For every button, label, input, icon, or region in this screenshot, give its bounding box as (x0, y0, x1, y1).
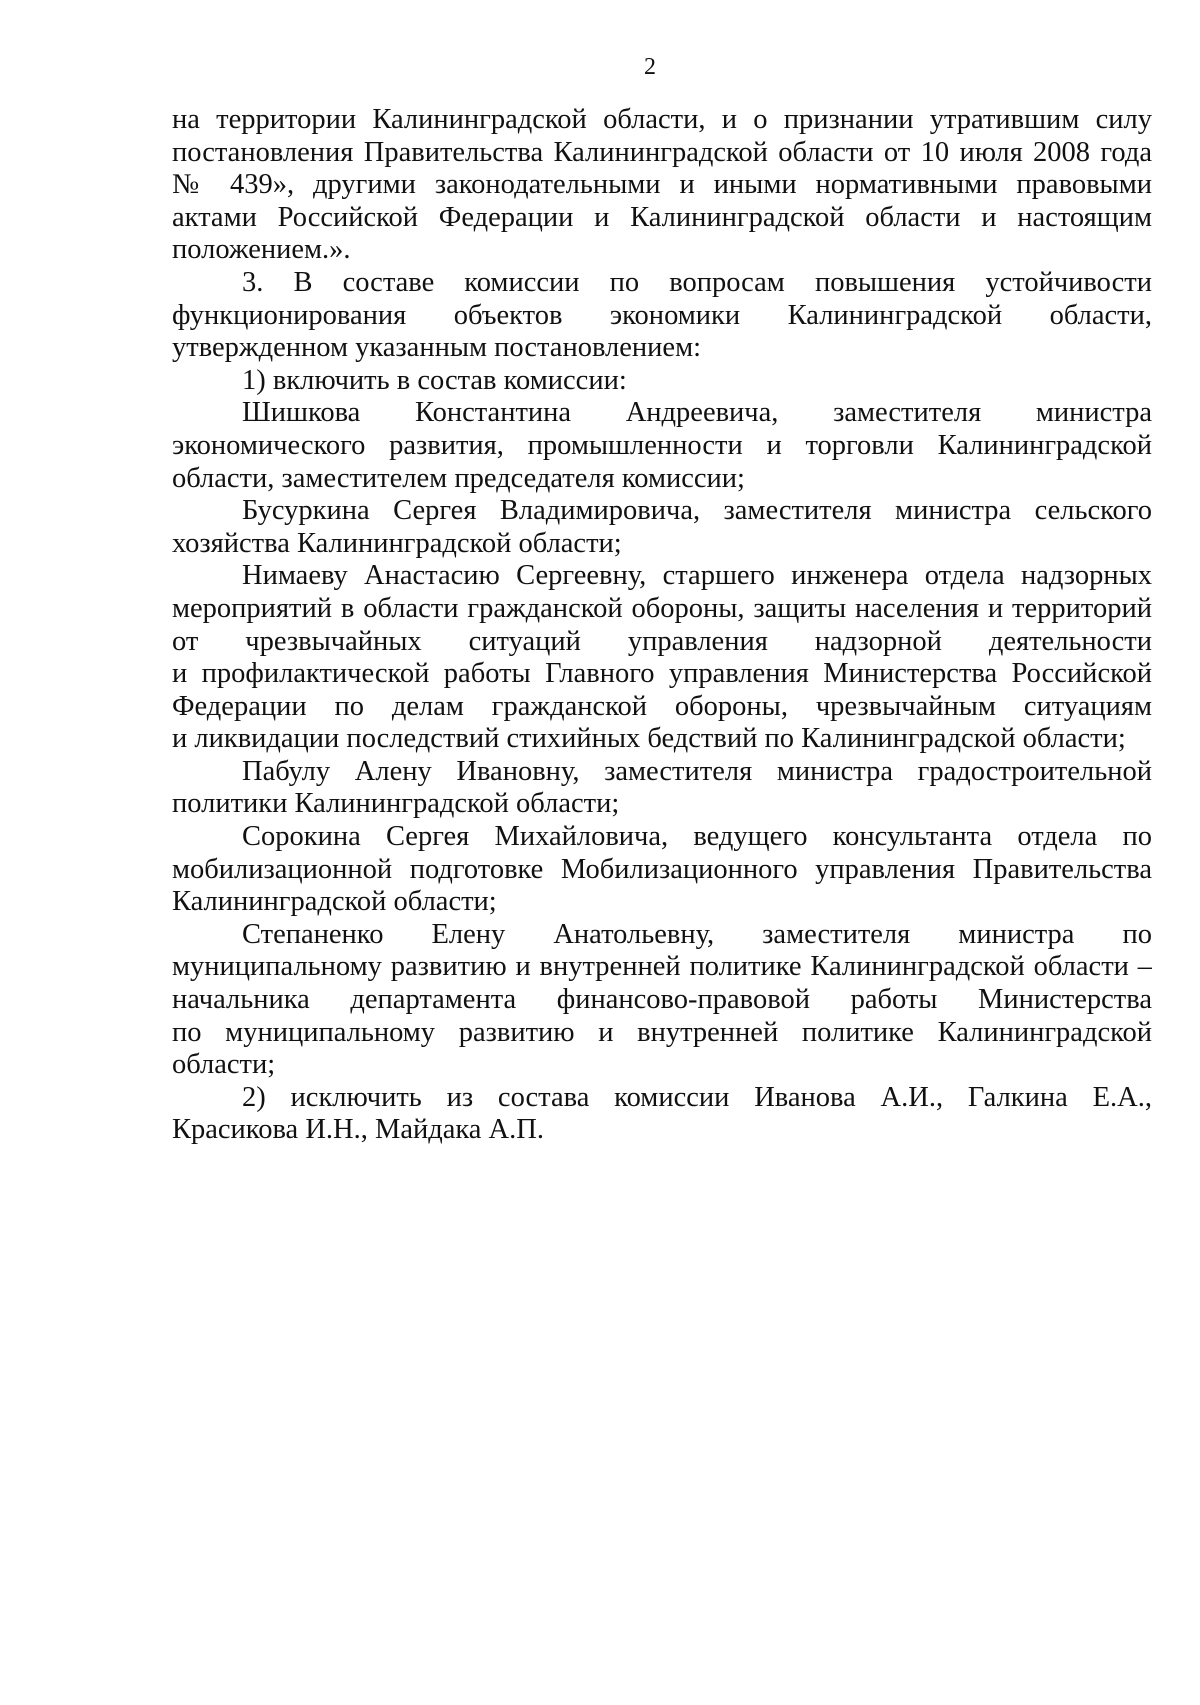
text-line: Сорокина Сергея Михайловича, ведущего консультанта отдела по (242, 821, 1152, 853)
text-line: области, заместителем председателя комиссии; (172, 462, 745, 494)
text-line: утвержденном указанным постановлением: (172, 332, 702, 364)
text-line: Степаненко Елену Анатольевну, заместителя министра по (242, 918, 1152, 950)
text-line: 2) исключить из состава комиссии Иванова А.И., Галкина Е.А., (242, 1081, 1152, 1113)
text-line: 1) включить в состав комиссии: (242, 364, 627, 396)
text-line: Нимаеву Анастасию Сергеевну, старшего инженера отдела надзорных (242, 560, 1152, 592)
text-line: 3. В составе комиссии по вопросам повышения устойчивости (242, 266, 1152, 298)
text-line: и профилактической работы Главного управления Министерства Российской (172, 658, 1152, 690)
text-line: положением.». (172, 234, 351, 266)
text-line: хозяйства Калининградской области; (172, 527, 622, 559)
document-body (172, 104, 1152, 1147)
text-line: области; (172, 1049, 276, 1081)
text-line: постановления Правительства Калининградской области от 10 июля 2008 года (172, 136, 1152, 168)
text-line: функционирования объектов экономики Калининградской области, (172, 299, 1152, 331)
text-line: № 439», другими законодательными и иными нормативными правовыми (172, 169, 1152, 201)
text-line: муниципальному развитию и внутренней политике Калининградской области – (172, 951, 1152, 983)
text-line: Федерации по делам гражданской обороны, чрезвычайным ситуациям (172, 690, 1152, 722)
text-line: начальника департамента финансово-правовой работы Министерства (172, 984, 1152, 1016)
text-line: актами Российской Федерации и Калининградской области и настоящим (172, 201, 1152, 233)
text-line: мобилизационной подготовке Мобилизационного управления Правительства (172, 853, 1152, 885)
text-line: мероприятий в области гражданской обороны, защиты населения и территорий (172, 592, 1152, 624)
text-line: экономического развития, промышленности и торговли Калининградской (172, 429, 1152, 461)
text-line: и ликвидации последствий стихийных бедствий по Калининградской области; (172, 723, 1126, 755)
text-line: от чрезвычайных ситуаций управления надзорной деятельности (172, 625, 1152, 657)
text-line: политики Калининградской области; (172, 788, 620, 820)
text-line: Бусуркина Сергея Владимировича, заместителя министра сельского (242, 495, 1152, 527)
text-line: Красикова И.Н., Майдака А.П. (172, 1114, 544, 1146)
text-line: на территории Калининградской области, и о признании утратившим силу (172, 104, 1152, 135)
text-line: Калининградской области; (172, 886, 497, 918)
text-line: по муниципальному развитию и внутренней политике Калининградской (172, 1016, 1152, 1048)
text-line: Пабулу Алену Ивановну, заместителя министра градостроительной (242, 755, 1152, 787)
text-line: Шишкова Константина Андреевича, заместителя министра (242, 397, 1152, 429)
page-number: 2 (644, 54, 656, 80)
